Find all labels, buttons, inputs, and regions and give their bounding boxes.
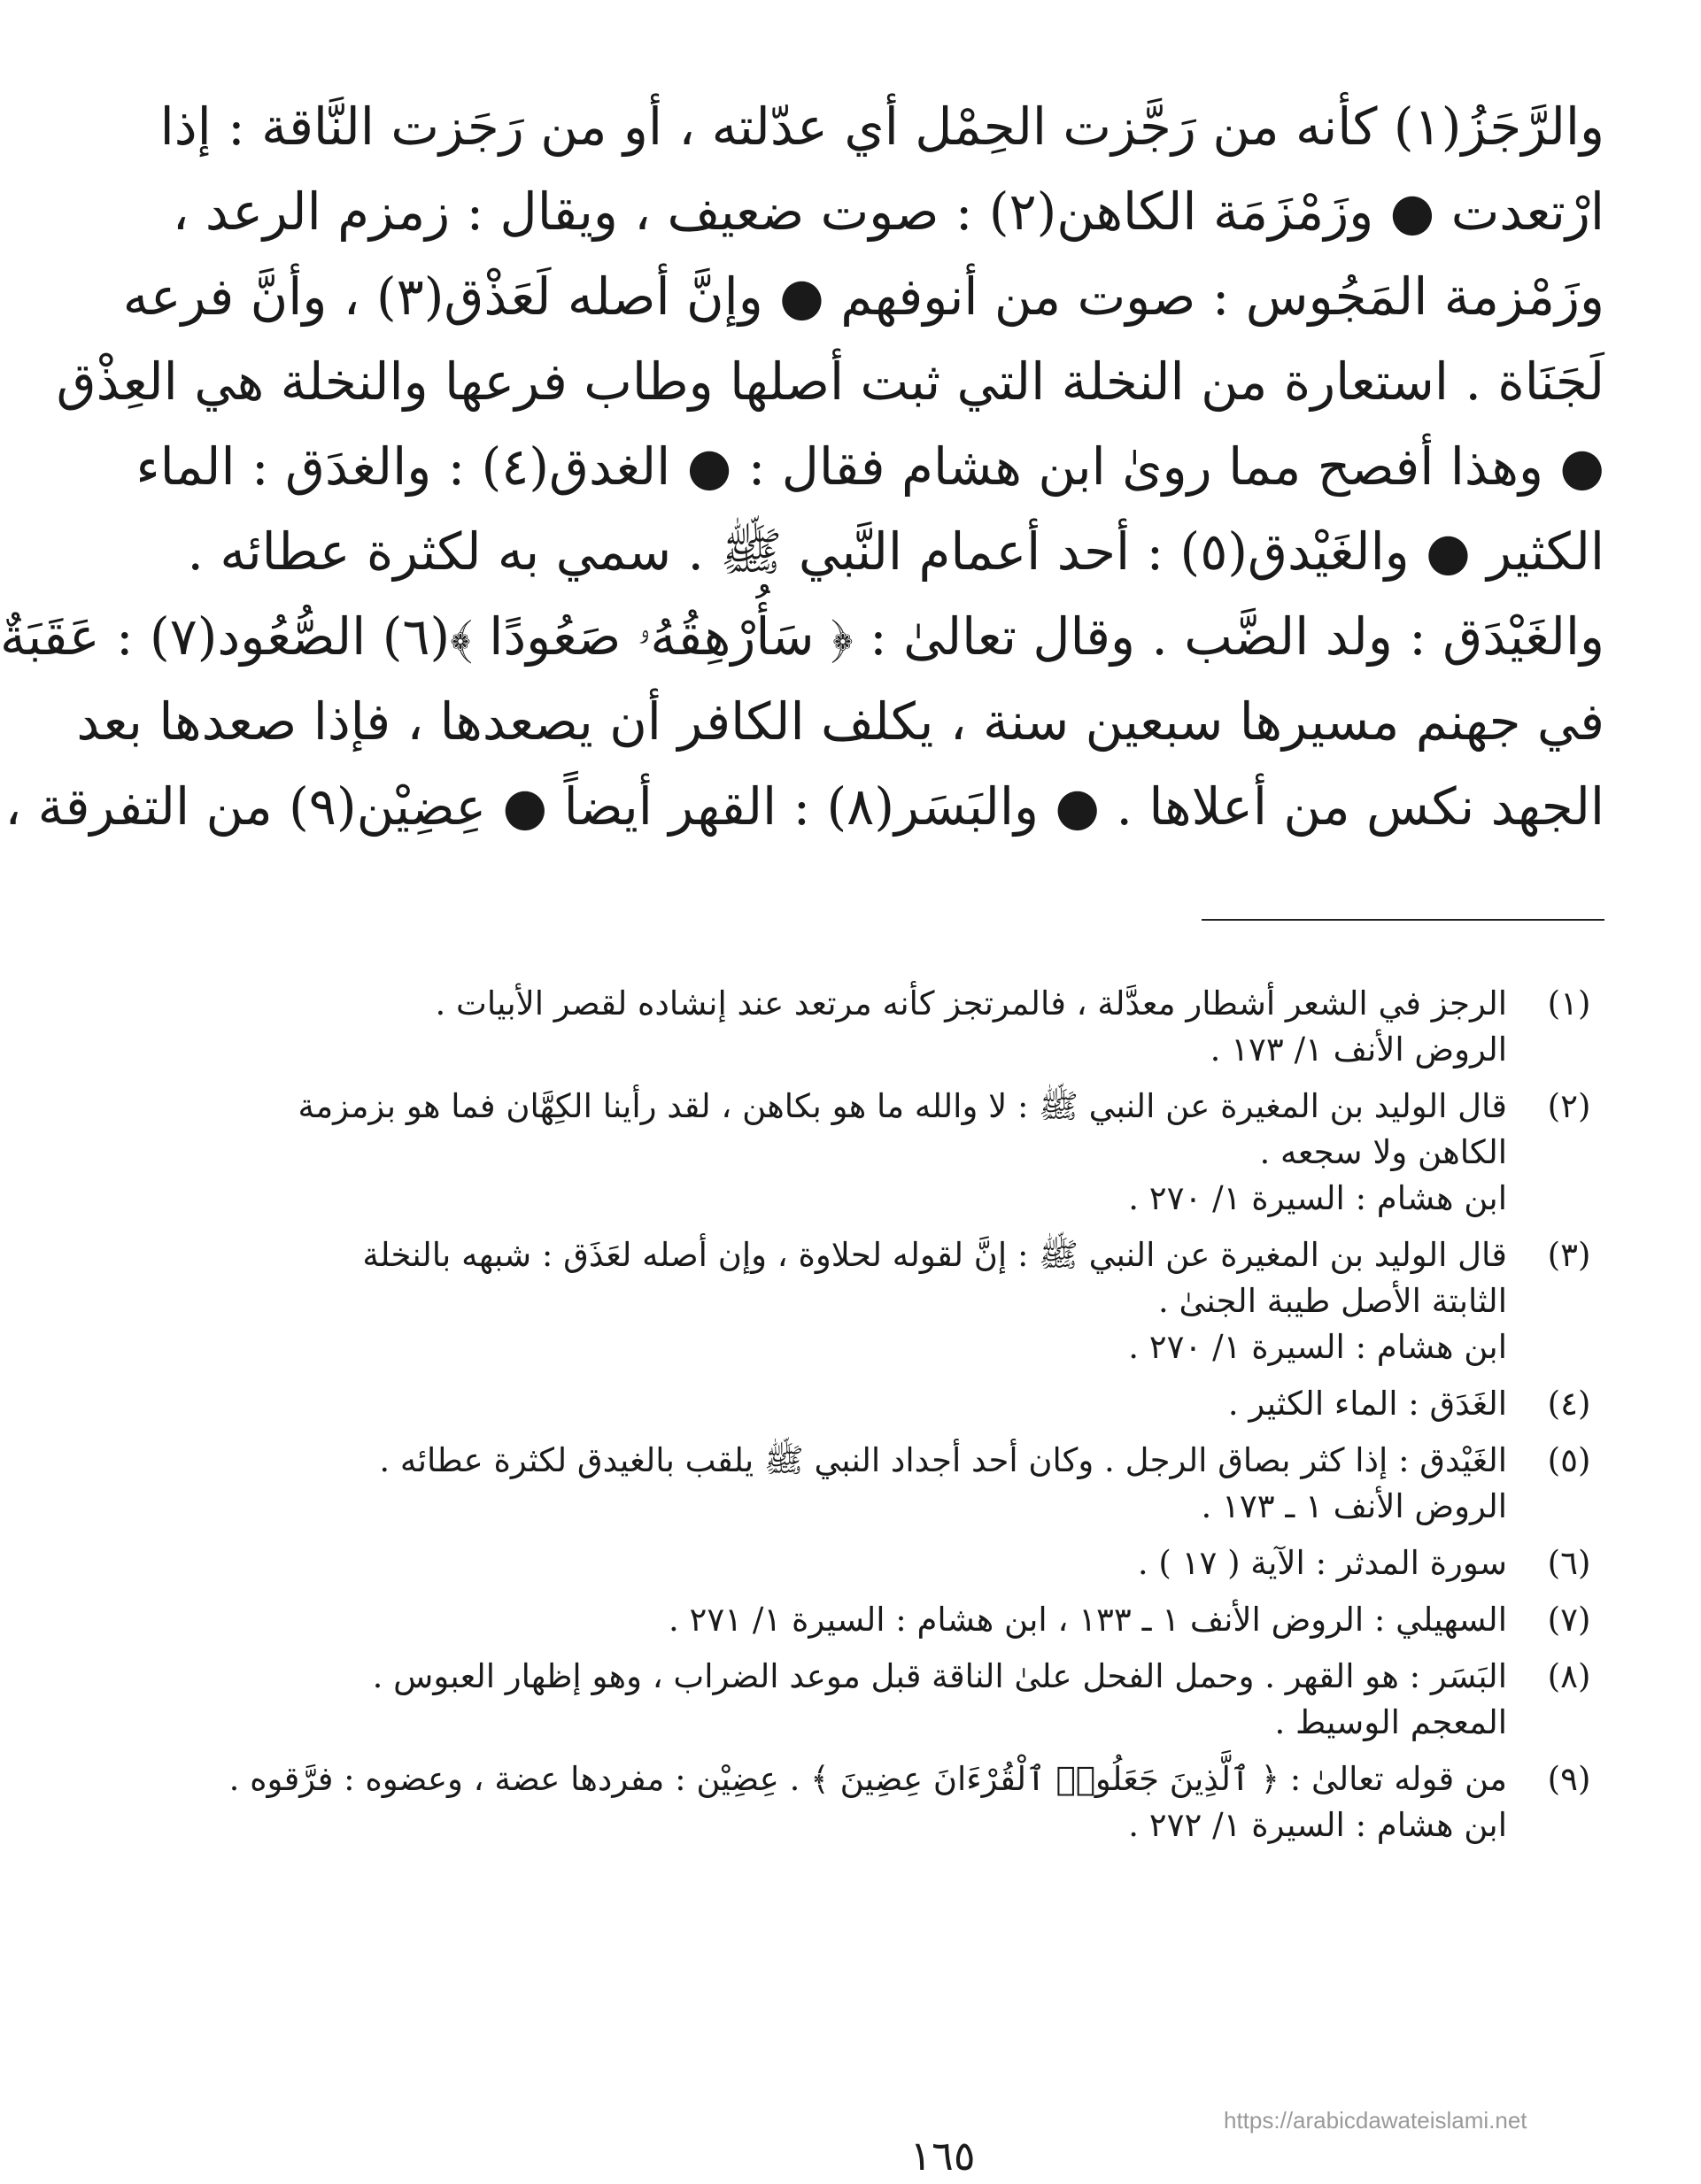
footnote-line: المعجم الوسيط . — [1274, 1703, 1507, 1741]
footnote-1 — [276, 981, 1604, 1073]
footnote-number: (٧) — [1547, 1601, 1591, 1639]
footnote-line: السهيلي : الروض الأنف ١ ـ ١٣٣ ، ابن هشام : السيرة ١/ ٢٧١ . — [668, 1601, 1507, 1639]
footnote-number: (٦) — [1547, 1544, 1591, 1582]
main-text-line: وزَمْزمة المَجُوس : صوت من أنوفهم ● وإنَّ أصله لَعَذْق(٣) ، وأنَّ فرعه — [122, 266, 1604, 327]
footnote-number: (٨) — [1547, 1657, 1591, 1695]
footnote-line: الغَيْدق : إذا كثر بصاق الرجل . وكان أحد أجداد النبي ﷺ يلقب بالغيدق لكثرة عطائه . — [379, 1441, 1507, 1479]
footnote-2 — [276, 1084, 1604, 1222]
main-text-line: الجهد نكس من أعلاها . ● والبَسَر(٨) : القهر أيضاً ● عِضِيْن(٩) من التفرقة ، — [4, 776, 1604, 837]
footnote-6 — [276, 1540, 1604, 1586]
footnote-line: الغَدَق : الماء الكثير . — [1227, 1385, 1507, 1423]
footnote-7 — [276, 1597, 1604, 1643]
footnote-line: من قوله تعالىٰ : ﴿ ٱلَّذِينَ جَعَلُوا۟ ٱلْقُرْءَانَ عِضِينَ ﴾ . عِضِيْن : مفردها عضة ، وعضوه : فرَّقوه . — [228, 1760, 1507, 1798]
footnote-line: ابن هشام : السيرة ١/ ٢٧٠ . — [1128, 1328, 1507, 1366]
main-text-line: في جهنم مسيرها سبعين سنة ، يكلف الكافر أن يصعدها ، فإذا صعدها بعد — [76, 691, 1604, 752]
main-text-line: ارْتعدت ● وزَمْزَمَة الكاهن(٢) : صوت ضعيف ، ويقال : زمزم الرعد ، — [172, 181, 1604, 242]
main-text-line: الكثير ● والغَيْدق(٥) : أحد أعمام النَّبي ﷺ . سمي به لكثرة عطائه . — [187, 521, 1604, 582]
footnote-line: قال الوليد بن المغيرة عن النبي ﷺ : إنَّ لقوله لحلاوة ، وإن أصله لعَذَق : شبهه بالنخلة — [362, 1236, 1507, 1274]
footnote-3 — [276, 1232, 1604, 1370]
footnote-8 — [276, 1654, 1604, 1746]
footnote-9 — [228, 1756, 1604, 1848]
footnote-line: قال الوليد بن المغيرة عن النبي ﷺ : لا والله ما هو بكاهن ، لقد رأينا الكِهَّان فما هو بزمزمة — [298, 1087, 1507, 1125]
footnote-line: الكاهن ولا سجعه . — [1259, 1133, 1507, 1171]
footnote-line: الروض الأنف ١ ـ ١٧٣ . — [1201, 1487, 1507, 1525]
page-number: ١٦٥ — [909, 2132, 976, 2180]
main-text-line: والغَيْدَق : ولد الضَّب . وقال تعالىٰ : ﴿ سَأُرْهِقُهُۥ صَعُودًا ﴾(٦) الصُّعُود(٧) : عَقَبَةٌ — [0, 606, 1604, 667]
main-text-line: ● وهذا أفصح مما روىٰ ابن هشام فقال : ● الغدق(٤) : والغدَق : الماء — [135, 436, 1604, 497]
footnotes-block — [228, 981, 1604, 1859]
footnote-line: سورة المدثر : الآية ( ١٧ ) . — [1137, 1544, 1507, 1582]
footnote-line: البَسَر : هو القهر . وحمل الفحل علىٰ الناقة قبل موعد الضراب ، وهو إظهار العبوس . — [372, 1657, 1507, 1695]
footnote-number: (١) — [1547, 984, 1591, 1023]
footnote-number: (٩) — [1547, 1760, 1591, 1798]
footnote-number: (٣) — [1547, 1236, 1591, 1274]
footnote-line: الروض الأنف ١/ ١٧٣ . — [1210, 1030, 1507, 1069]
footnote-line: الرجز في الشعر أشطار معدَّلة ، فالمرتجز كأنه مرتعد عند إنشاده لقصر الأبيات . — [435, 984, 1507, 1023]
main-text-line: لَجَنَاة . استعارة من النخلة التي ثبت أصلها وطاب فرعها والنخلة هي العِذْق — [56, 351, 1604, 412]
footnote-line: ابن هشام : السيرة ١/ ٢٧٢ . — [1128, 1806, 1507, 1844]
footnote-number: (٢) — [1547, 1087, 1591, 1125]
footnote-5 — [276, 1438, 1604, 1530]
footnote-number: (٥) — [1547, 1441, 1591, 1479]
footnote-number: (٤) — [1547, 1385, 1591, 1423]
website-watermark: https://arabicdawateislami.net — [1224, 2107, 1527, 2134]
main-text-line: والرَّجَزُ(١) كأنه من رَجَّزت الحِمْل أي عدّلته ، أو من رَجَزت النَّاقة : إذا — [159, 96, 1604, 157]
footnote-line: ابن هشام : السيرة ١/ ٢٧٠ . — [1128, 1179, 1507, 1217]
footnote-4 — [276, 1381, 1604, 1427]
main-text-block — [0, 84, 1604, 849]
footnote-line: الثابتة الأصل طيبة الجنىٰ . — [1158, 1282, 1507, 1320]
footnote-separator — [1202, 919, 1604, 921]
